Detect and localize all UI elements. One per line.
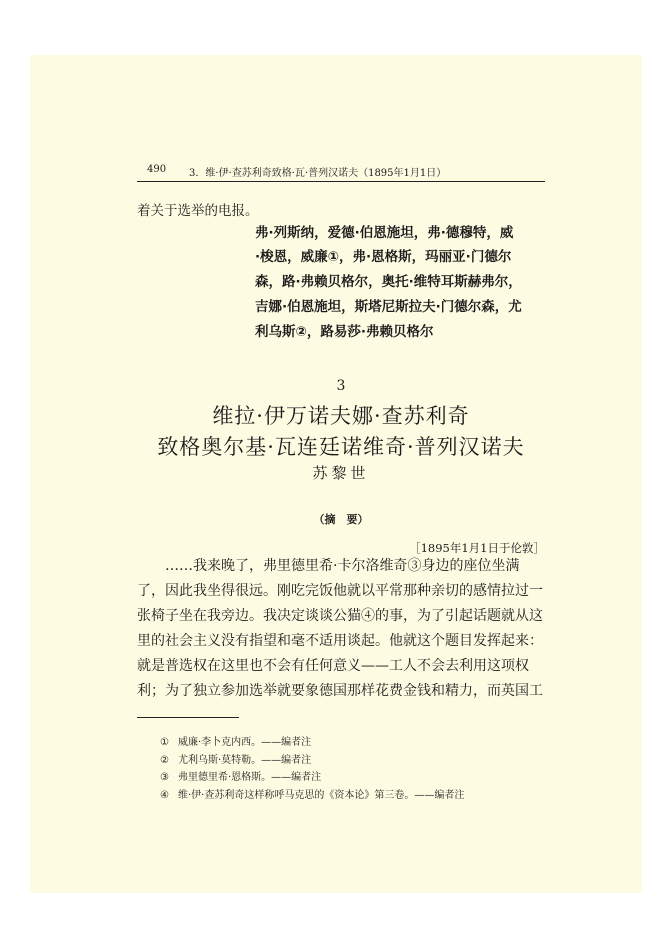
page-number: 490	[147, 164, 167, 175]
document-number: 3	[336, 378, 346, 394]
footnote-rule	[137, 717, 239, 718]
title-recipient: 致格奥尔基·瓦连廷诺维奇·普列汉诺夫	[157, 435, 525, 459]
body-line: 了，因此我坐得很远。刚吃完饭他就以平常那种亲切的感情拉过一	[137, 583, 543, 599]
footnote-marker: ②	[160, 755, 169, 766]
body-line: 利；为了独立参加选举就要象德国那样花费金钱和精力，而英国工	[137, 683, 543, 699]
previous-text-tail: 着关于选举的电报。	[137, 203, 259, 219]
footnote	[160, 786, 464, 801]
signature-line: 吉娜·伯恩施坦，斯塔尼斯拉夫·门德尔森，尤	[255, 299, 522, 315]
title-place: 苏黎世	[312, 464, 370, 482]
running-header	[137, 163, 545, 182]
body-line: 张椅子坐在我旁边。我决定谈谈公猫④的事，为了引起话题就从这	[137, 608, 543, 624]
title-sender: 维拉·伊万诺夫娜·查苏利奇	[212, 404, 470, 428]
footnote-marker: ①	[160, 737, 169, 748]
signature-line: ·梭恩，威廉①，弗·恩格斯，玛丽亚·门德尔	[255, 249, 512, 265]
footnote-marker: ③	[160, 772, 169, 783]
footnote	[160, 768, 321, 783]
signature-line: 森，路·弗赖贝格尔，奥托·维特耳斯赫弗尔，	[255, 274, 522, 290]
body-line: 里的社会主义没有指望和毫不适用谈起。他就这个题目发挥起来：	[137, 633, 543, 649]
signature-line: 弗·列斯纳，爱德·伯恩施坦，弗·德穆特，威	[255, 225, 514, 241]
footnote-text: 维·伊·查苏利奇这样称呼马克思的《资本论》第三卷。——编者注	[178, 790, 465, 801]
abstract-label: （摘 要）	[313, 513, 369, 526]
signature-line: 利乌斯②，路易莎·弗赖贝格尔	[255, 324, 434, 340]
footnote	[160, 733, 311, 748]
footnote-marker: ④	[160, 790, 169, 801]
footnote-text: 尤利乌斯·莫特勒。——编者注	[178, 755, 312, 766]
body-line: ……我来晚了，弗里德里希·卡尔洛维奇③身边的座位坐满	[137, 558, 520, 574]
dateline: ［1895年1月1日于伦敦］	[409, 541, 545, 555]
footnote	[160, 751, 311, 766]
running-title: 3．维·伊·查苏利奇致格·瓦·普列汉诺夫（1895年1月1日）	[189, 168, 447, 179]
body-line: 就是普选权在这里也不会有任何意义——工人不会去利用这项权	[137, 658, 529, 674]
footnote-text: 威廉·李卜克内西。——编者注	[178, 737, 312, 748]
footnote-text: 弗里德里希·恩格斯。——编者注	[178, 772, 322, 783]
